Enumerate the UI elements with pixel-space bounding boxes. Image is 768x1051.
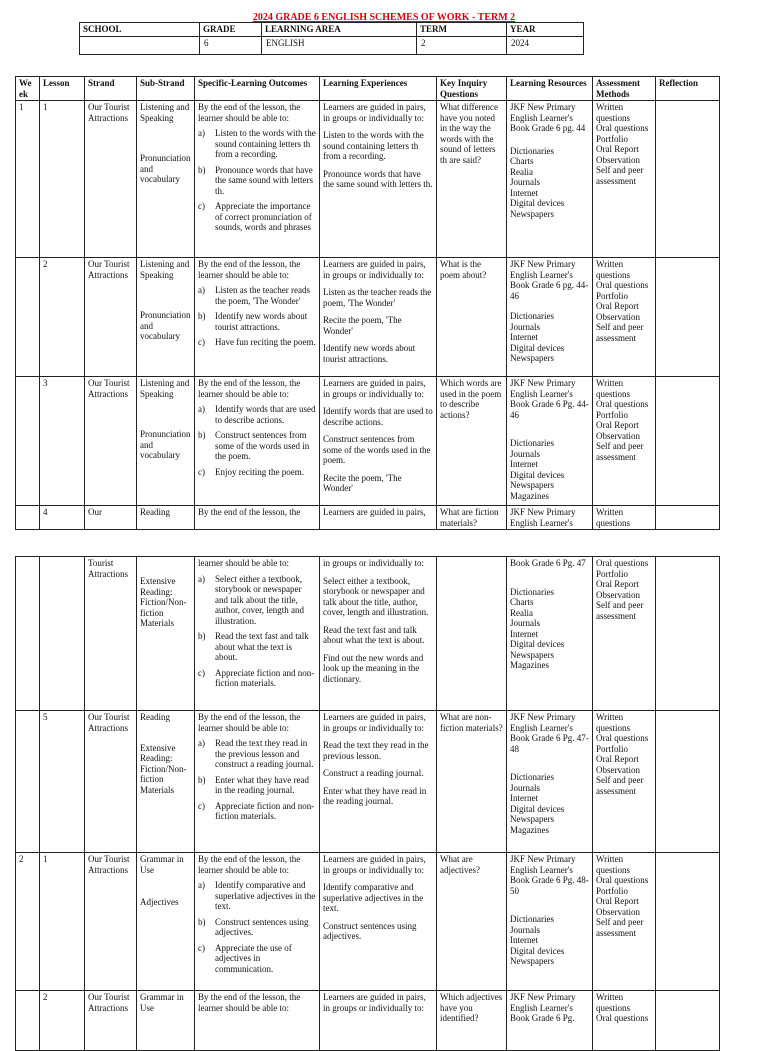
assessment-cell: Written questions Oral questions Portfolio Oral Report Observation Self and peer assessment [593, 377, 656, 506]
resource-list: Dictionaries Charts Realia Journals Internet Digital devices Newspapers Magazines [510, 586, 565, 670]
lesson-cell: 1 [40, 853, 85, 991]
kiq-cell: What are adjectives? [437, 853, 507, 991]
outcomes-cell: By the end of the lesson, the [195, 506, 320, 530]
outcomes-intro: By the end of the lesson, the learner should be able to: [198, 378, 301, 399]
outcome-text: Listen to the words with the sound containing letters th from a recording. [215, 128, 316, 159]
experience-item: Find out the new words and look up the meaning in the dictionary. [323, 652, 424, 684]
outcome-item: a) Read the text they read in the previous lesson and construct a reading journal. [198, 738, 314, 769]
resource-list: Dictionaries Journals Internet Digital devices Newspapers [510, 914, 565, 966]
outcomes-cell [195, 711, 320, 853]
col-assessment: Assessment Methods [593, 77, 656, 101]
sub-strand-detail: Extensive Reading: Fiction/Non-fiction Materials [140, 576, 187, 628]
lesson-cell: 2 [40, 258, 85, 377]
table-row [16, 101, 720, 258]
outcomes-cell: By the end of the lesson, the learner should be able to: [195, 991, 320, 1051]
outcomes-cell [195, 853, 320, 991]
resource-list: Dictionaries Journals Internet Digital devices Newspapers [510, 311, 565, 363]
outcome-item: a) Identify words that are used to describe actions. [198, 404, 316, 425]
outcomes-cell [195, 258, 320, 377]
schemes-table-part-2 [15, 556, 720, 1051]
lesson-cell: 5 [40, 711, 85, 853]
kiq-cell: What is the poem about? [437, 258, 507, 377]
assessment-cell: Written questions Oral questions Portfolio Oral Report Observation Self and peer assessment [593, 258, 656, 377]
strand-cell: Our Tourist Attractions [85, 101, 137, 258]
resources-cell [507, 557, 593, 711]
experiences-cell: Learners are guided in pairs, in groups or individually to: Listen as the teacher reads the poem, 'The Wonder' Recite the poem, 'The Wonder' Identify new words about tourist attractions. [320, 258, 437, 377]
assessment-cell: Oral questions Portfolio Oral Report Observation Self and peer assessment [593, 557, 656, 711]
sub-strand-main: Listening and Speaking [140, 102, 190, 123]
experiences-intro: Learners are guided in pairs, in groups or individually to: [323, 102, 426, 123]
outcome-text: Pronounce words that have the same sound with letters th. [215, 164, 313, 196]
week-cell [16, 711, 40, 853]
experiences-cell: Learners are guided in pairs, in groups or individually to: Identify words that are used to describe actions. Construct sentences from some of the words used in the poem. Recite the poem, 'The Wonder' [320, 377, 437, 506]
outcomes-intro: learner should be able to: [198, 558, 289, 568]
experiences-cell: Learners are guided in pairs, in groups or individually to: Identify comparative and superlative adjectives in the text. Construct sentences using adjectives. [320, 853, 437, 991]
sub-strand-cell [137, 853, 195, 991]
experiences-cell: Learners are guided in pairs, in groups or individually to: [320, 991, 437, 1051]
experience-item: Recite the poem, 'The Wonder' [323, 472, 402, 493]
experiences-cell [320, 557, 437, 711]
outcome-text: Appreciate the importance of correct pronunciation of sounds, words and phrases [215, 201, 312, 232]
outcome-item [198, 201, 316, 233]
resource-list: Dictionaries Charts Realia Journals Internet Digital devices Newspapers [510, 145, 565, 219]
resource-book: JKF New Primary English Learner's Book Grade 6 pg. 44 [510, 102, 586, 133]
col-strand: Strand [85, 77, 137, 101]
experience-item: Identify comparative and superlative adjectives in the text. [323, 882, 424, 913]
week-cell: 1 [16, 101, 40, 258]
header-label-school: SCHOOL [80, 23, 200, 37]
experience-item: Select either a textbook, storybook or newspaper and talk about the title, author, cover, length and illustration. [323, 575, 429, 617]
resources-cell [507, 711, 593, 853]
sub-strand-detail: Adjectives [140, 897, 179, 907]
outcome-item: c) Appreciate the use of adjectives in communication. [198, 942, 292, 974]
week-cell [16, 377, 40, 506]
outcomes-cell [195, 377, 320, 506]
sub-strand-detail: Pronunciation and vocabulary [140, 153, 191, 184]
resource-book: Book Grade 6 Pg. 47 [510, 558, 586, 568]
lesson-cell: 2 [40, 991, 85, 1051]
header-value-term: 2 [417, 36, 507, 54]
resources-cell [507, 853, 593, 991]
experience-item: Construct a reading journal. [323, 768, 424, 778]
document-title: 2024 GRADE 6 ENGLISH SCHEMES OF WORK - TERM 2 [252, 12, 516, 23]
assessment-cell: Written questions Oral questions [593, 991, 656, 1051]
kiq-cell: What are fiction materials? [437, 506, 507, 530]
schemes-table-part-1 [15, 76, 720, 530]
reflection-cell [656, 557, 720, 711]
strand-cell: Our Tourist Attractions [85, 991, 137, 1051]
experience-item: Construct sentences using adjectives. [323, 920, 417, 941]
strand-cell: Our Tourist Attractions [85, 853, 137, 991]
experiences-cell: Learners are guided in pairs, in groups or individually to: Read the text they read in the previous lesson. Construct a reading journal. Enter what they have read in the reading journal. [320, 711, 437, 853]
reflection-cell [656, 377, 720, 506]
header-value-learning-area: ENGLISH [262, 36, 417, 54]
lesson-cell: 1 [40, 101, 85, 258]
outcome-letter: b) [198, 164, 206, 175]
outcome-item: c) Enjoy reciting the poem. [198, 466, 304, 477]
outcomes-intro: By the end of the lesson, the learner should be able to: [198, 854, 301, 875]
outcome-item: a) Identify comparative and superlative adjectives in the text. [198, 880, 316, 911]
sub-strand-cell: Reading [137, 506, 195, 530]
outcomes-intro: By the end of the lesson, the learner should be able to: [198, 712, 301, 733]
experience-item: Read the text fast and talk about what the text is about. [323, 624, 425, 645]
table-row [16, 258, 720, 377]
resources-cell [507, 377, 593, 506]
header-labels-row [80, 23, 584, 37]
outcome-letter: a) [198, 128, 205, 138]
assessment-cell: Written questions Oral questions Portfolio Oral Report Observation Self and peer assessment [593, 101, 656, 258]
week-cell [16, 506, 40, 530]
kiq-cell: Which words are used in the poem to describe actions? [437, 377, 507, 506]
reflection-cell [656, 853, 720, 991]
outcome-item: b) Construct sentences from some of the words used in the poem. [198, 430, 310, 461]
outcome-letter: c) [198, 201, 205, 211]
col-kiq: Key Inquiry Questions [437, 77, 507, 101]
experience-item: Listen as the teacher reads the poem, 'The Wonder' [323, 287, 432, 308]
experiences-cell [320, 101, 437, 258]
table-row [16, 853, 720, 991]
sub-strand-main: Grammar in Use [140, 854, 184, 875]
lesson-cell [40, 557, 85, 711]
assessment-cell: Written questions Oral questions Portfolio Oral Report Observation Self and peer assessment [593, 853, 656, 991]
col-lesson: Lesson [40, 77, 85, 101]
outcome-item [198, 128, 316, 160]
resources-cell: JKF New Primary English Learner's [507, 506, 593, 530]
header-values-row [80, 36, 584, 54]
week-cell: 2 [16, 853, 40, 991]
col-experiences: Learning Experiences [320, 77, 437, 101]
kiq-cell [437, 557, 507, 711]
reflection-cell [656, 258, 720, 377]
sub-strand-cell: Grammar in Use [137, 991, 195, 1051]
strand-cell: Tourist Attractions [85, 557, 137, 711]
kiq-cell: What are non-fiction materials? [437, 711, 507, 853]
table-row [16, 991, 720, 1051]
experience-item: Identify words that are used to describe actions. [323, 406, 433, 427]
sub-strand-detail: Pronunciation and vocabulary [140, 429, 191, 460]
reflection-cell [656, 506, 720, 530]
experiences-cell: Learners are guided in pairs, [320, 506, 437, 530]
experience-item: Recite the poem, 'The Wonder' [323, 315, 402, 336]
resource-list: Dictionaries Journals Internet Digital devices Newspapers Magazines [510, 772, 565, 835]
outcome-item: b) Construct sentences using adjectives. [198, 916, 309, 937]
header-label-grade: GRADE [200, 23, 262, 37]
reflection-cell [656, 991, 720, 1051]
lesson-cell: 4 [40, 506, 85, 530]
resource-book: JKF New Primary English Learner's Book Grade 6 Pg. 47-48 [510, 712, 589, 754]
col-outcomes: Specific-Learning Outcomes [195, 77, 320, 101]
experience-item: Identify new words about tourist attractions. [323, 343, 416, 364]
sub-strand-detail: Extensive Reading: Fiction/Non-fiction Materials [140, 742, 187, 795]
resources-cell [507, 258, 593, 377]
header-value-school [80, 36, 200, 54]
sub-strand-main: Reading [140, 712, 170, 722]
header-info-table [79, 22, 584, 55]
resource-list: Dictionaries Journals Internet Digital devices Newspapers Magazines [510, 438, 565, 501]
kiq-cell: What difference have you noted in the way the words with the sound of letters th are said? [437, 101, 507, 258]
outcome-item: a) Listen as the teacher reads the poem, 'The Wonder' [198, 285, 310, 306]
reflection-cell [656, 711, 720, 853]
experience-item: Listen to the words with the sound containing letters th from a recording. [323, 130, 424, 161]
reflection-cell [656, 101, 720, 258]
strand-cell: Our Tourist Attractions [85, 711, 137, 853]
assessment-cell: Written questions Oral questions Portfolio Oral Report Observation Self and peer assessment [593, 711, 656, 853]
assessment-cell: Written questions [593, 506, 656, 530]
col-reflection: Reflection [656, 77, 720, 101]
sub-strand-cell [137, 711, 195, 853]
table-row [16, 377, 720, 506]
outcomes-intro: By the end of the lesson, the learner should be able to: [198, 102, 301, 123]
header-label-learning-area: LEARNING AREA [262, 23, 417, 37]
outcome-item: c) Have fun reciting the poem. [198, 337, 316, 347]
week-cell [16, 557, 40, 711]
experience-item: Pronounce words that have the same sound with letters th. [323, 168, 433, 189]
outcomes-cell [195, 557, 320, 711]
sub-strand-cell [137, 557, 195, 711]
header-value-year: 2024 [507, 36, 584, 54]
resource-book: JKF New Primary English Learner's Book Grade 6 Pg. 44-46 [510, 378, 589, 420]
table-row [16, 711, 720, 853]
outcome-item: b) Enter what they have read in the reading journal. [198, 774, 309, 795]
strand-cell: Our Tourist Attractions [85, 377, 137, 506]
sub-strand-detail: Pronunciation and vocabulary [140, 310, 191, 341]
col-sub-strand: Sub-Strand [137, 77, 195, 101]
outcome-item: c) Appreciate fiction and non-fiction materials. [198, 667, 315, 688]
header-value-grade: 6 [200, 36, 262, 54]
outcomes-intro: By the end of the lesson, the learner should be able to: [198, 259, 301, 280]
experience-item: Enter what they have read in the reading journal. [323, 785, 427, 806]
lesson-cell: 3 [40, 377, 85, 506]
column-header-row [16, 77, 720, 101]
header-label-year: YEAR [507, 23, 584, 37]
sub-strand-cell [137, 258, 195, 377]
sub-strand-main: Listening and Speaking [140, 259, 190, 280]
table-row [16, 557, 720, 711]
sub-strand-cell [137, 377, 195, 506]
kiq-cell: Which adjectives have you identified? [437, 991, 507, 1051]
col-resources: Learning Resources [507, 77, 593, 101]
week-cell [16, 258, 40, 377]
resources-cell: JKF New Primary English Learner's Book Grade 6 Pg. [507, 991, 593, 1051]
resource-book: JKF New Primary English Learner's Book Grade 6 pg. 44-46 [510, 259, 589, 301]
resources-cell [507, 101, 593, 258]
outcomes-cell [195, 101, 320, 258]
outcome-item: a) Select either a textbook, storybook or newspaper and talk about the title, author, cover, length and illustration. [198, 573, 304, 626]
outcome-item: c) Appreciate fiction and non-fiction materials. [198, 800, 315, 821]
sub-strand-main: Listening and Speaking [140, 378, 190, 399]
experience-item: Read the text they read in the previous lesson. [323, 740, 429, 761]
experience-item: Construct sentences from some of the words used in the poem. [323, 434, 431, 465]
col-week: We ek [16, 77, 40, 101]
week-cell [16, 991, 40, 1051]
resource-book: JKF New Primary English Learner's Book Grade 6 Pg. 48-50 [510, 854, 589, 896]
outcome-item: b) Read the text fast and talk about what the text is about. [198, 631, 309, 662]
outcome-item: b) Identify new words about tourist attractions. [198, 311, 308, 332]
outcome-item [198, 165, 316, 197]
strand-cell: Our Tourist Attractions [85, 258, 137, 377]
header-label-term: TERM [417, 23, 507, 37]
experiences-intro: in groups or individually to: [323, 558, 424, 568]
strand-cell: Our [85, 506, 137, 530]
sub-strand-cell [137, 101, 195, 258]
table-row [16, 506, 720, 530]
